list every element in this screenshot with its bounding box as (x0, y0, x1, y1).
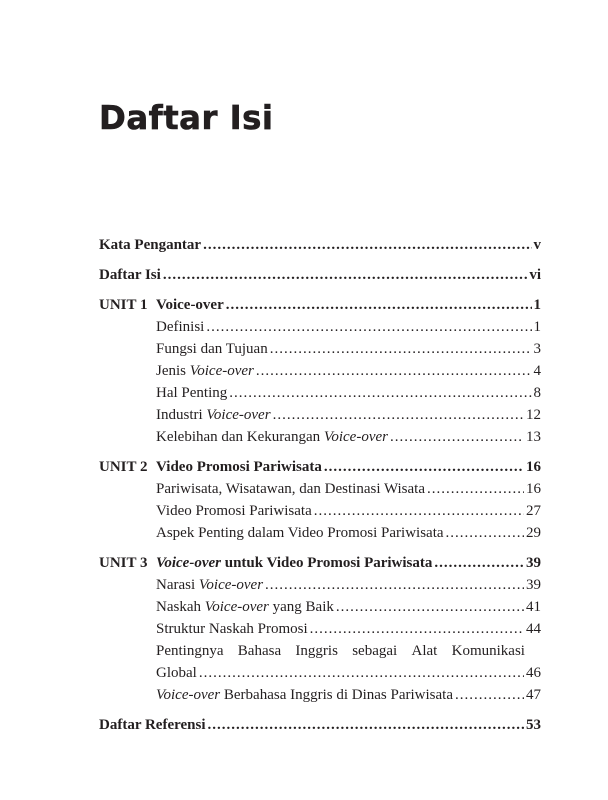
toc-page-number: 1 (533, 297, 541, 313)
section-title: Fungsi dan Tujuan (156, 341, 268, 357)
leader-dots (390, 426, 524, 448)
toc-page-number: 46 (526, 665, 541, 681)
toc-section[interactable] (99, 360, 541, 382)
section-title: Narasi Voice-over (156, 577, 264, 593)
toc-section[interactable] (99, 426, 541, 448)
leader-dots (199, 662, 524, 684)
section-title: Global (156, 665, 197, 681)
toc-unit-3[interactable] (99, 552, 541, 574)
toc-section[interactable] (99, 522, 541, 544)
leader-dots (273, 404, 524, 426)
toc-section[interactable] (99, 596, 541, 618)
leader-dots (203, 234, 531, 256)
toc-page-number: 3 (533, 341, 541, 357)
toc-section[interactable] (99, 382, 541, 404)
leader-dots (208, 714, 525, 736)
toc-section[interactable] (99, 478, 541, 500)
toc-page-number: 53 (526, 717, 541, 733)
leader-dots (163, 264, 528, 286)
toc-entry-label: Kata Pengantar (99, 237, 202, 253)
toc-section[interactable] (99, 500, 541, 522)
toc-page-number: v (533, 237, 541, 253)
toc-page-number: 47 (526, 687, 541, 703)
section-title: Pariwisata, Wisatawan, dan Destinasi Wisata (156, 481, 426, 497)
unit-title: Voice-over (156, 297, 224, 313)
toc-unit-1[interactable] (99, 294, 541, 316)
toc-page-number: 1 (533, 319, 541, 335)
toc-page-number: 39 (526, 577, 541, 593)
toc-page-number: 13 (526, 429, 541, 445)
toc-page-number: 16 (526, 459, 541, 475)
toc-page-number: 29 (526, 525, 541, 541)
section-title: Hal Penting (156, 385, 228, 401)
toc-page-number: 8 (533, 385, 541, 401)
toc-entry-label: Daftar Isi (99, 267, 161, 283)
section-title: Video Promosi Pariwisata (156, 503, 312, 519)
toc-section[interactable] (99, 404, 541, 426)
toc-section[interactable] (99, 316, 541, 338)
section-title: Jenis Voice-over (156, 363, 254, 379)
unit-number: UNIT 1 (99, 297, 148, 313)
page-title: Daftar Isi (99, 98, 274, 137)
section-title: Aspek Penting dalam Video Promosi Pariwisata (156, 525, 444, 541)
section-title: Kelebihan dan Kekurangan Voice-over (156, 429, 388, 445)
toc-section[interactable] (99, 338, 541, 360)
toc-section[interactable] (99, 574, 541, 596)
leader-dots (229, 382, 531, 404)
unit-title: Video Promosi Pariwisata (156, 459, 322, 475)
toc-section[interactable] (99, 684, 541, 706)
leader-dots (314, 500, 524, 522)
toc-section-wrapped-line[interactable] (99, 640, 541, 662)
toc-page-number: 41 (526, 599, 541, 615)
toc-entry-kata-pengantar[interactable] (99, 234, 541, 256)
toc-page-number: 12 (526, 407, 541, 423)
leader-dots (310, 618, 524, 640)
toc-page-number: 16 (526, 481, 541, 497)
leader-dots (206, 316, 531, 338)
toc-section[interactable] (99, 618, 541, 640)
unit-number: UNIT 2 (99, 459, 148, 475)
section-title: Definisi (156, 319, 205, 335)
toc-page-number: vi (529, 267, 541, 283)
leader-dots (270, 338, 532, 360)
leader-dots (455, 684, 524, 706)
leader-dots (446, 522, 524, 544)
toc-page-number: 27 (526, 503, 541, 519)
leader-dots (434, 552, 524, 574)
toc-page-number: 44 (526, 621, 541, 637)
toc-entry-label: Daftar Referensi (99, 717, 206, 733)
toc-page-number: 39 (526, 555, 541, 571)
leader-dots (427, 478, 524, 500)
section-title-first-line: Pentingnya Bahasa Inggris sebagai Alat Komunikasi (156, 643, 525, 659)
toc-section[interactable] (99, 662, 541, 684)
toc-unit-2[interactable] (99, 456, 541, 478)
table-of-contents (99, 234, 541, 736)
toc-entry-daftar-referensi[interactable] (99, 714, 541, 736)
toc-entry-daftar-isi[interactable] (99, 264, 541, 286)
leader-dots (226, 294, 532, 316)
unit-title: Voice-over untuk Video Promosi Pariwisata (156, 555, 433, 571)
section-title: Naskah Voice-over yang Baik (156, 599, 334, 615)
section-title: Industri Voice-over (156, 407, 271, 423)
section-title: Struktur Naskah Promosi (156, 621, 308, 637)
leader-dots (265, 574, 524, 596)
leader-dots (256, 360, 532, 382)
unit-number: UNIT 3 (99, 555, 148, 571)
section-title: Voice-over Berbahasa Inggris di Dinas Pariwisata (156, 687, 453, 703)
toc-page-number: 4 (533, 363, 541, 379)
leader-dots (336, 596, 524, 618)
leader-dots (324, 456, 524, 478)
